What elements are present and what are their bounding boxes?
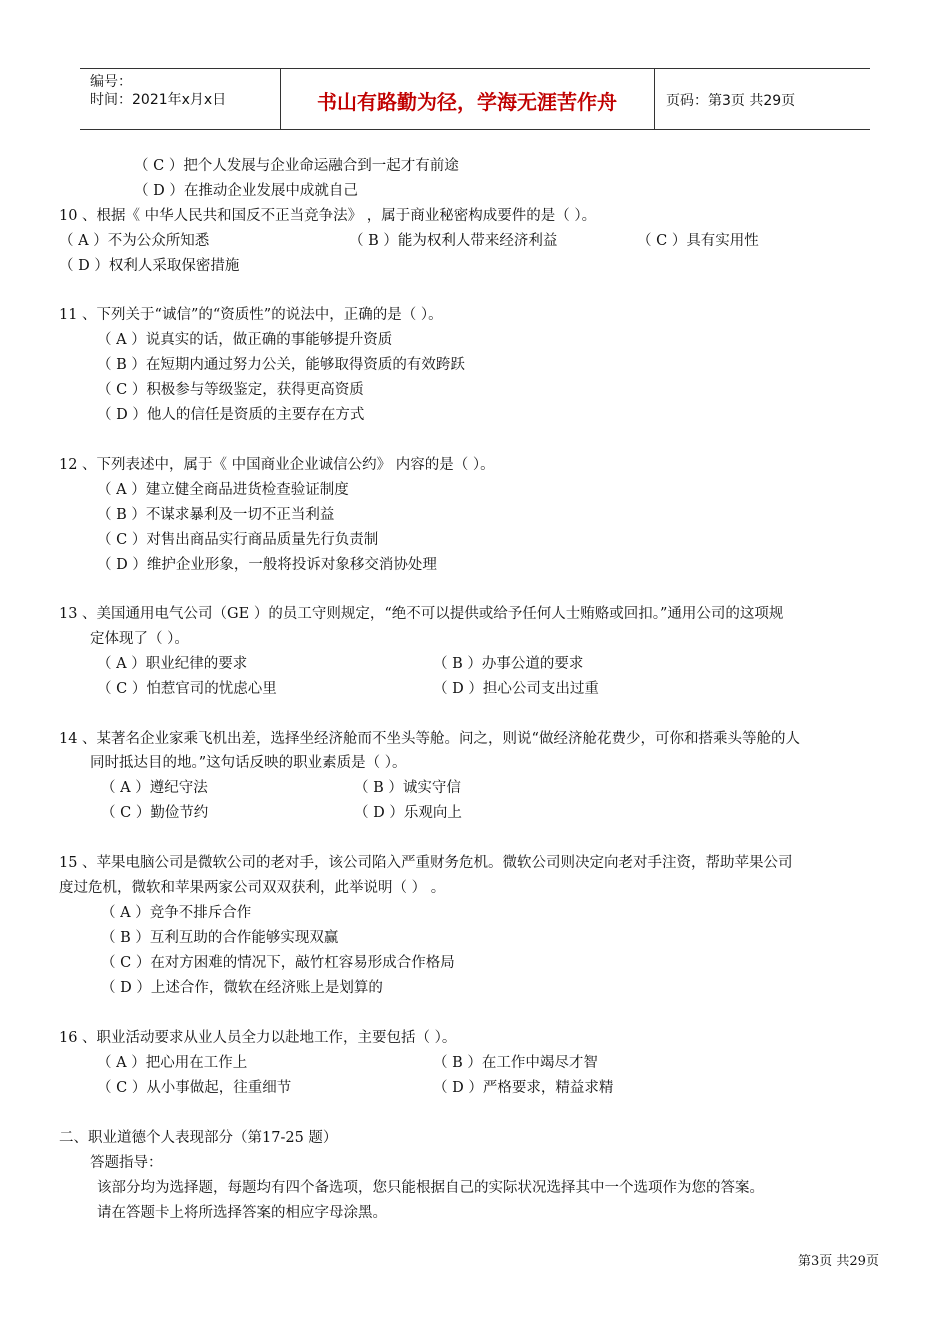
q11-stem: 11 、下列关于“诚信”的“资质性”的说法中，正确的是（ ）。 bbox=[59, 307, 443, 323]
document-date-label: 时间：2021年x月x日 bbox=[90, 92, 227, 108]
q10-option-c: （ C ）具有实用性 bbox=[637, 233, 759, 249]
q16-stem: 16 、职业活动要求从业人员全力以赴地工作，主要包括（ ）。 bbox=[59, 1030, 457, 1046]
q13-option-a: （ A ）职业纪律的要求 bbox=[97, 656, 248, 672]
document-code-label: 编号： bbox=[90, 74, 132, 90]
q12-option-d: （ D ）维护企业形象，一般将投诉对象移交消协处理 bbox=[97, 557, 437, 573]
q14-option-b: （ B ）诚实守信 bbox=[354, 780, 461, 796]
section2-guide-line2: 请在答题卡上将所选择答案的相应字母涂黑。 bbox=[97, 1205, 387, 1221]
q14-stem-line1: 14 、某著名企业家乘飞机出差，选择坐经济舱而不坐头等舱。问之，则说“做经济舱花费少，可你和搭乘头等舱的人 bbox=[59, 731, 800, 747]
q15-option-a: （ A ）竞争不排斥合作 bbox=[101, 905, 252, 921]
footer-page-number: 第3页 共29页 bbox=[798, 1254, 879, 1269]
q11-option-d: （ D ）他人的信任是资质的主要存在方式 bbox=[97, 407, 365, 423]
q16-option-c: （ C ）从小事做起，往重细节 bbox=[97, 1080, 292, 1096]
q12-stem: 12 、下列表述中，属于《 中国商业企业诚信公约》 内容的是（ ）。 bbox=[59, 457, 495, 473]
q14-option-c: （ C ）勤俭节约 bbox=[101, 805, 209, 821]
q10-option-d: （ D ）权利人采取保密措施 bbox=[59, 258, 240, 274]
q16-option-a: （ A ）把心用在工作上 bbox=[97, 1055, 248, 1071]
header-page-cell bbox=[656, 69, 870, 129]
q13-stem-line2: 定体现了（ ）。 bbox=[90, 631, 189, 647]
q12-option-c: （ C ）对售出商品实行商品质量先行负责制 bbox=[97, 532, 379, 548]
q10-option-b: （ B ）能为权利人带来经济利益 bbox=[349, 233, 558, 249]
q16-option-b: （ B ）在工作中竭尽才智 bbox=[433, 1055, 598, 1071]
q11-option-c: （ C ）积极参与等级鉴定，获得更高资质 bbox=[97, 382, 364, 398]
header-page-number: 页码：第3页 共29页 bbox=[666, 93, 796, 109]
q15-option-b: （ B ）互利互助的合作能够实现双赢 bbox=[101, 930, 339, 946]
page-header bbox=[80, 68, 870, 130]
q11-option-b: （ B ）在短期内通过努力公关，能够取得资质的有效跨跃 bbox=[97, 357, 465, 373]
q10-stem: 10 、根据《 中华人民共和国反不正当竞争法》 ，属于商业秘密构成要件的是（ ）。 bbox=[59, 208, 597, 224]
q13-option-d: （ D ）担心公司支出过重 bbox=[433, 681, 599, 697]
q13-stem-line1: 13 、美国通用电气公司（GE ）的员工守则规定，“绝不可以提供或给予任何人士贿赂或回扣。”通用公司的这项规 bbox=[59, 606, 784, 622]
q14-stem-line2: 同时抵达目的地。”这句话反映的职业素质是（ ）。 bbox=[90, 755, 407, 771]
q12-option-b: （ B ）不谋求暴利及一切不正当利益 bbox=[97, 507, 335, 523]
q14-option-a: （ A ）遵纪守法 bbox=[101, 780, 208, 796]
q13-option-c: （ C ）怕惹官司的忧虑心里 bbox=[97, 681, 277, 697]
header-motto: 书山有路勤为径，学海无涯苦作舟 bbox=[317, 90, 617, 114]
q13-option-b: （ B ）办事公道的要求 bbox=[433, 656, 584, 672]
q12-option-a: （ A ）建立健全商品进货检查验证制度 bbox=[97, 482, 349, 498]
q15-option-d: （ D ）上述合作，微软在经济账上是划算的 bbox=[101, 980, 383, 996]
q15-stem-line2: 度过危机，微软和苹果两家公司双双获利，此举说明（ ） 。 bbox=[59, 880, 446, 896]
header-meta-cell bbox=[80, 69, 281, 129]
q11-option-a: （ A ）说真实的话，做正确的事能够提升资质 bbox=[97, 332, 393, 348]
q16-option-d: （ D ）严格要求，精益求精 bbox=[433, 1080, 614, 1096]
q10-option-a: （ A ）不为公众所知悉 bbox=[59, 233, 210, 249]
q9-option-d: （ D ）在推动企业发展中成就自己 bbox=[134, 183, 358, 199]
section2-guide-line1: 该部分均为选择题，每题均有四个备选项，您只能根据自己的实际状况选择其中一个选项作为您的答案。 bbox=[97, 1180, 764, 1196]
section2-title: 二、职业道德个人表现部分（第17-25 题） bbox=[59, 1130, 338, 1146]
q14-option-d: （ D ）乐观向上 bbox=[354, 805, 462, 821]
q15-option-c: （ C ）在对方困难的情况下，敲竹杠容易形成合作格局 bbox=[101, 955, 455, 971]
section2-guide-label: 答题指导： bbox=[90, 1155, 163, 1171]
q9-option-c: （ C ）把个人发展与企业命运融合到一起才有前途 bbox=[134, 158, 459, 174]
q15-stem-line1: 15 、苹果电脑公司是微软公司的老对手，该公司陷入严重财务危机。微软公司则决定向老对手注资，帮助苹果公司 bbox=[59, 855, 793, 871]
header-motto-cell bbox=[280, 69, 655, 129]
